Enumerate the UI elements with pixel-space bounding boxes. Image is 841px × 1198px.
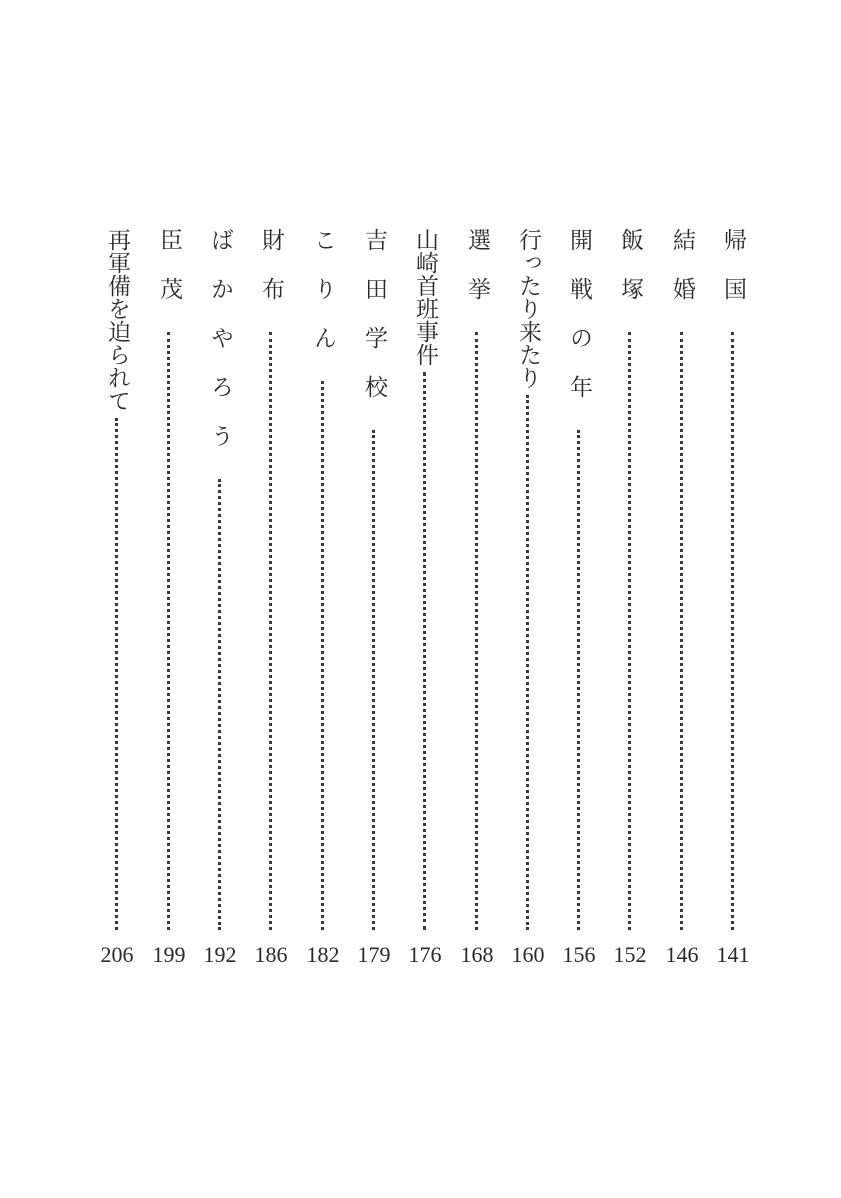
toc-entry[interactable] xyxy=(559,228,599,968)
toc-entry-title: 開戦の年 xyxy=(566,228,592,424)
toc-entry[interactable] xyxy=(662,228,702,968)
dot-leader xyxy=(269,332,272,930)
toc-entry[interactable] xyxy=(713,228,753,968)
toc-entry[interactable] xyxy=(200,228,240,968)
toc-entry[interactable] xyxy=(97,228,137,968)
toc-entry-title: 財布 xyxy=(258,228,284,326)
dot-leader xyxy=(475,332,478,930)
dot-leader xyxy=(628,332,631,930)
toc-entry-page-number: 146 xyxy=(665,942,699,967)
toc-entry[interactable] xyxy=(610,228,650,968)
toc-entry-page-number: 179 xyxy=(357,942,391,967)
toc-entry-page-number: 182 xyxy=(306,942,340,967)
toc-entry-title: 飯塚 xyxy=(617,228,643,326)
toc-entry-page-number: 199 xyxy=(152,942,186,967)
toc-entry-title: 行ったり来たり xyxy=(515,228,541,389)
toc-entry[interactable] xyxy=(457,228,497,968)
toc-entry-title: 吉田学校 xyxy=(361,228,387,424)
toc-entry-page-number: 152 xyxy=(613,942,647,967)
toc-entry-page-number: 186 xyxy=(254,942,288,967)
toc-entry-title: こりん xyxy=(310,228,336,375)
dot-leader xyxy=(423,372,426,930)
dot-leader xyxy=(577,430,580,930)
toc-entry-title: 選挙 xyxy=(464,228,490,326)
toc-entry-page-number: 176 xyxy=(408,942,442,967)
toc-entry-page-number: 156 xyxy=(562,942,596,967)
toc-entry-page-number: 168 xyxy=(460,942,494,967)
toc-entry-title: 臣茂 xyxy=(156,228,182,326)
dot-leader xyxy=(731,332,734,930)
dot-leader xyxy=(321,381,324,930)
toc-entry[interactable] xyxy=(251,228,291,968)
toc-entry-title: ばかやろう xyxy=(207,228,233,473)
toc-entry[interactable] xyxy=(508,228,548,968)
dot-leader xyxy=(526,395,529,930)
toc-entry[interactable] xyxy=(354,228,394,968)
toc-entry[interactable] xyxy=(405,228,445,968)
toc-entry-page-number: 206 xyxy=(100,942,134,967)
toc-entry-page-number: 160 xyxy=(511,942,545,967)
dot-leader xyxy=(680,332,683,930)
dot-leader xyxy=(218,479,221,930)
toc-entry-title: 結婚 xyxy=(669,228,695,326)
toc-entry[interactable] xyxy=(149,228,189,968)
toc-entry-page-number: 192 xyxy=(203,942,237,967)
toc-entry-page-number: 141 xyxy=(716,942,750,967)
dot-leader xyxy=(115,418,118,930)
toc-entry-title: 帰国 xyxy=(720,228,746,326)
dot-leader xyxy=(372,430,375,930)
toc-entry-title: 再軍備を迫られて xyxy=(104,228,130,412)
toc-entry[interactable] xyxy=(303,228,343,968)
toc-entry-title: 山崎首班事件 xyxy=(412,228,438,366)
dot-leader xyxy=(167,332,170,930)
